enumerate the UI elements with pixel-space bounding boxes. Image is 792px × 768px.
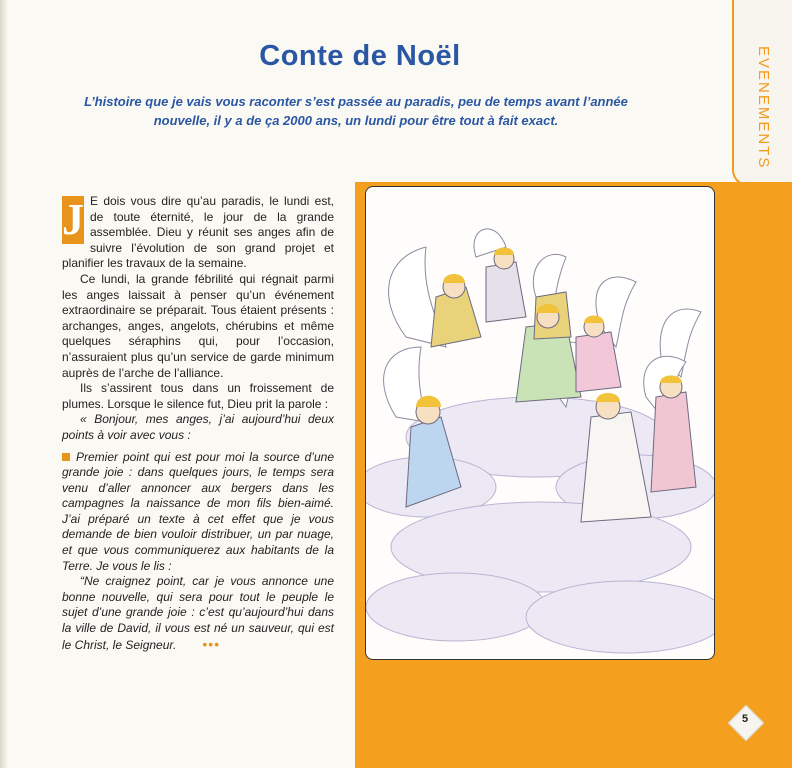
drop-cap: J [62,195,84,244]
paragraph-2: Ce lundi, la grande fébrilité qui régnait parmi les anges laissait à penser qu’un événement extraordinaire se préparait. Tous étaient présents : archanges, anges, angelots, chérubins et même quelques séraphins qui, pour l’occasion, n’assuraient plus qu’un service de garde minimum auprès de l’arche de l’alliance. [62,271,334,380]
page-gutter-shadow [0,0,8,768]
page-title: Conte de Noël [259,40,461,72]
page-number: 5 [741,713,749,725]
intro-text: L’histoire que je vais vous raconter s’est passée au paradis, peu de temps avant l’année nouvelle, il y a de ça 2000 ans, un lundi pour être tout à fait exact. [84,94,628,128]
angels-illustration [365,186,715,660]
bullet-square-icon [62,453,70,461]
angels-drawing [366,187,715,660]
paragraph-6: “Ne craignez point, car je vous annonce une bonne nouvelle, qui sera pour tout le peuple le sujet d’une grande joie : c’est qu’aujourd’hui dans la ville de David, il vous est né un sauveur, qui est le Christ, le Seigneur. ••• [62,574,334,652]
paragraph-1: J E dois vous dire qu’au paradis, le lundi est, de toute éternité, le jour de la grande assemblée. Dieu y réunit ses anges afin de suivre l’évolution de son grand projet et planifier les travaux de la semaine. [62,194,334,271]
article-body [62,194,334,653]
section-tab-label: EVENEMENTS [755,46,772,170]
continuation-dots-icon: ••• [202,635,220,652]
paragraph-5: Premier point qui est pour moi la source d’une grande joie : dans quelques jours, le temps sera venu d’aller annoncer aux bergers dans les campagnes la naissance de mon fils bien-aimé. J’ai préparé un texte à cet effet que je vous demande de bien vouloir distribuer, un par nuage, et que vous communiquerez aux habitants de la Terre. Je vous le lis : [62,449,334,573]
paragraph-4: « Bonjour, mes anges, j’ai aujourd’hui deux points à voir avec vous : [62,412,334,442]
paragraph-3: Ils s’assirent tous dans un froissement de plumes. Lorsque le silence fut, Dieu prit la parole : [62,381,334,411]
